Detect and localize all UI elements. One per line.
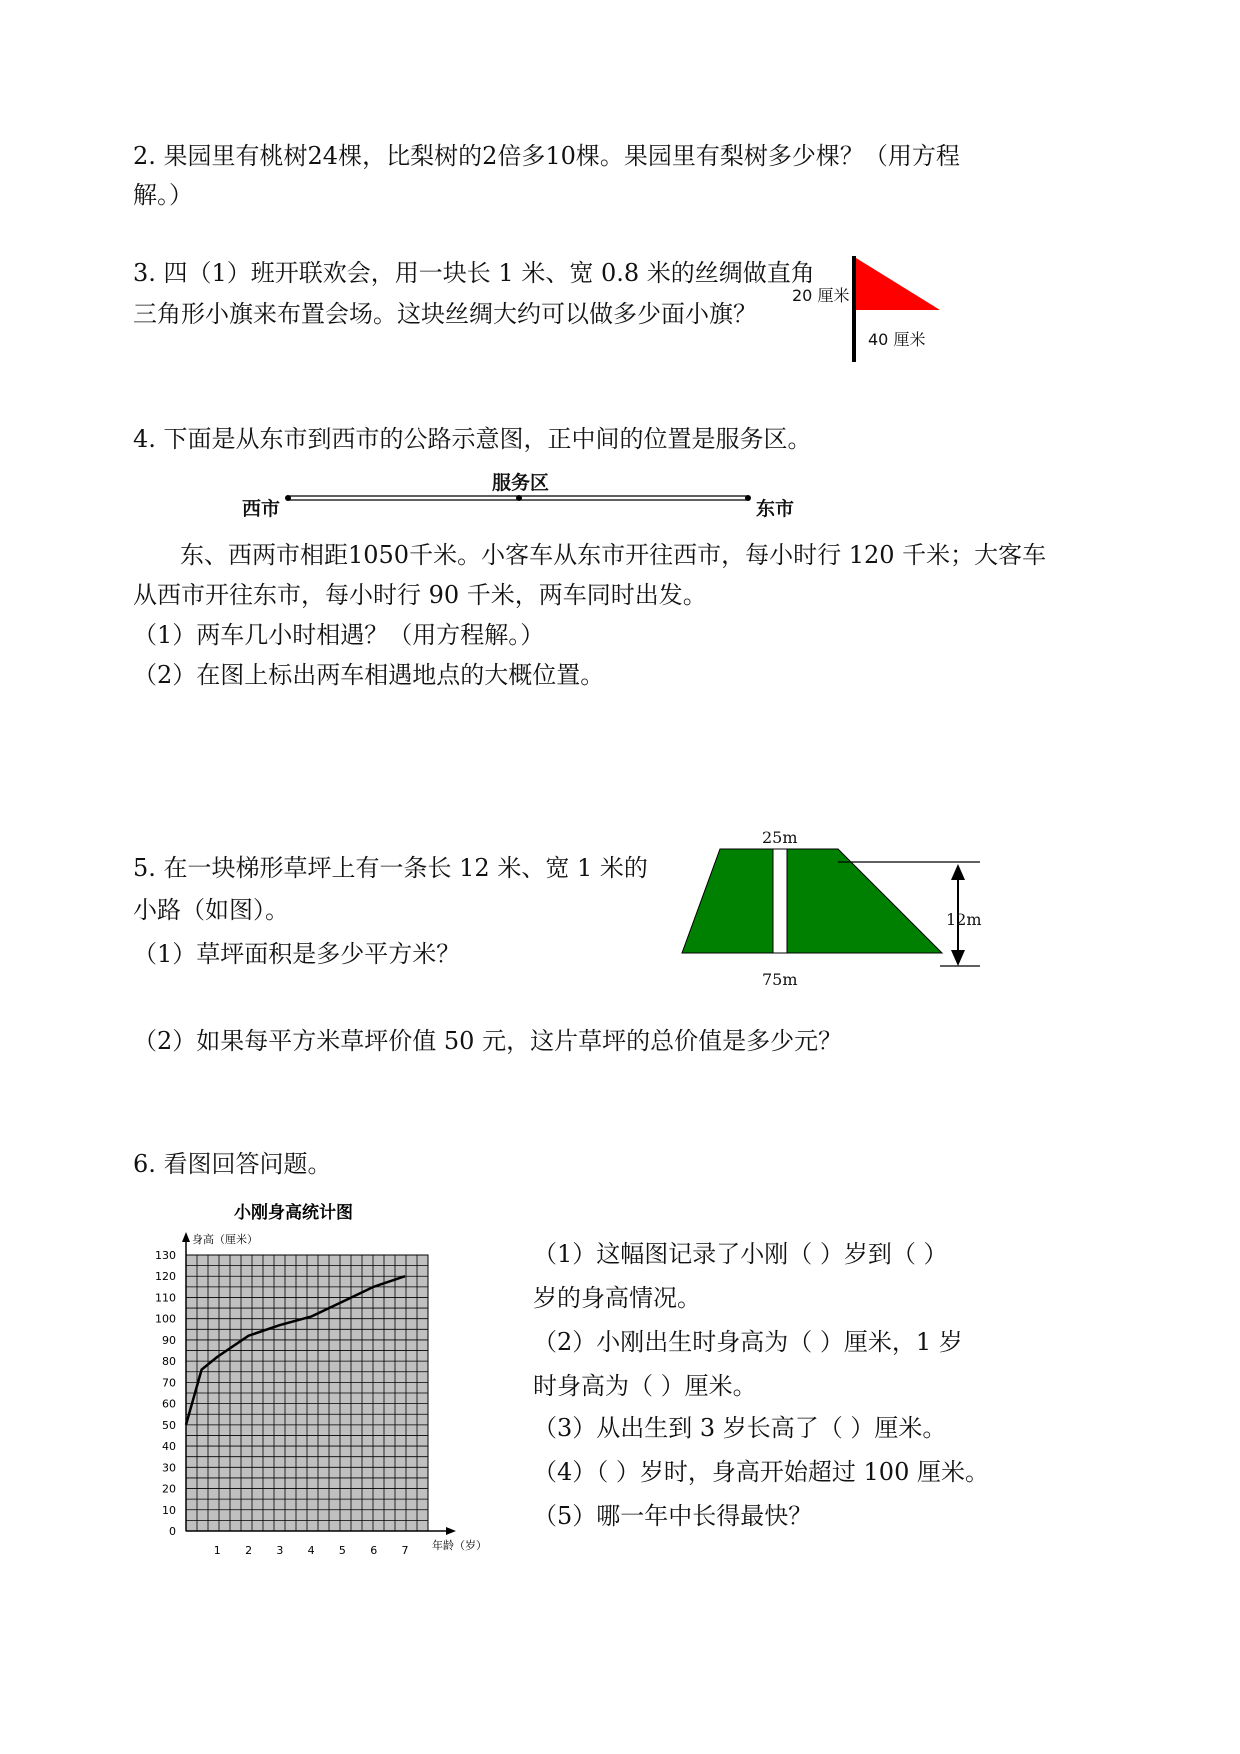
x-axis-label: 年龄（岁）: [432, 1539, 487, 1552]
q6-sub4: （4）（ ）岁时，身高开始超过 100 厘米。: [533, 1458, 989, 1486]
flag-base-label: 40 厘米: [868, 330, 926, 349]
q4-text-line1: 4. 下面是从东市到西市的公路示意图，正中间的位置是服务区。: [133, 425, 812, 453]
height-arrow-down: [951, 950, 965, 966]
trapezoid-bottom-label: 75m: [762, 970, 798, 989]
y-tick-label: 40: [162, 1440, 176, 1454]
flag-height-label: 20 厘米: [792, 286, 850, 305]
q6-sub5: （5）哪一年中长得最快？: [533, 1502, 813, 1530]
q6-sub1-line1: （1）这幅图记录了小刚（ ）岁到（ ）: [533, 1240, 948, 1268]
y-tick-label: 120: [155, 1270, 176, 1284]
chart-title: 小刚身高统计图: [234, 1203, 353, 1223]
q5-sub2: （2）如果每平方米草坪价值 50 元，这片草坪的总价值是多少元？: [133, 1027, 843, 1055]
west-city-label: 西市: [242, 498, 281, 520]
east-city-label: 东市: [756, 498, 795, 520]
q6-sub2-line1: （2）小刚出生时身高为（ ）厘米，1 岁: [533, 1328, 963, 1356]
x-axis-arrow: [446, 1527, 456, 1535]
q5-text-line1: 5. 在一块梯形草坪上有一条长 12 米、宽 1 米的: [133, 854, 648, 882]
q4-sub2: （2）在图上标出两车相遇地点的大概位置。: [133, 661, 605, 689]
x-tick-label: 5: [338, 1544, 346, 1557]
y-tick-label: 110: [155, 1291, 176, 1305]
y-axis-label: 身高（厘米）: [192, 1233, 258, 1246]
q3-text-line2: 三角形小旗来布置会场。这块丝绸大约可以做多少面小旗？: [133, 300, 757, 328]
y-tick-label: 0: [169, 1525, 176, 1538]
chart-series: [186, 1276, 405, 1425]
lawn-path: [773, 849, 787, 953]
y-tick-label: 60: [162, 1397, 176, 1411]
q3-text-line1: 3. 四（1）班开联欢会，用一块长 1 米、宽 0.8 米的丝绸做直角: [133, 259, 815, 287]
x-tick-label: 1: [213, 1544, 221, 1557]
chart-ticks: [155, 1249, 409, 1557]
q2-text-line1: 2. 果园里有桃树24棵，比梨树的2倍多10棵。果园里有梨树多少棵？（用方程: [133, 142, 960, 170]
y-tick-label: 80: [162, 1355, 176, 1369]
trapezoid-top-label: 25m: [762, 828, 798, 847]
chart-axes: [182, 1232, 456, 1535]
q4-paragraph-line1: 东、西两市相距1050千米。小客车从东市开往西市，每小时行 120 千米；大客车: [180, 541, 1047, 569]
q4-sub1: （1）两车几小时相遇？（用方程解。）: [133, 621, 545, 649]
q5-sub1: （1）草坪面积是多少平方米？: [133, 940, 461, 968]
q6-sub1-line2: 岁的身高情况。: [533, 1284, 701, 1312]
q6-sub3: （3）从出生到 3 岁长高了（ ）厘米。: [533, 1414, 947, 1442]
flag-triangle: [856, 258, 940, 310]
chart-grid: [186, 1255, 428, 1531]
y-tick-label: 50: [162, 1418, 176, 1432]
y-tick-label: 30: [162, 1461, 176, 1475]
height-arrow-up: [951, 864, 965, 880]
q4-paragraph-line2: 从西市开往东市，每小时行 90 千米，两车同时出发。: [133, 581, 707, 609]
x-tick-label: 4: [307, 1544, 315, 1557]
service-area-label: 服务区: [492, 472, 550, 494]
service-dot: [516, 495, 522, 501]
west-dot: [285, 495, 291, 501]
q5-text-line2: 小路（如图）。: [133, 896, 289, 924]
q2-text-line2: 解。）: [133, 181, 193, 209]
x-tick-label: 7: [401, 1544, 409, 1557]
trapezoid-lawn: [682, 849, 942, 953]
plot-background: [186, 1255, 428, 1531]
y-tick-label: 20: [162, 1482, 176, 1496]
y-tick-label: 90: [162, 1333, 176, 1347]
y-tick-label: 130: [155, 1249, 176, 1262]
x-tick-label: 6: [370, 1544, 378, 1557]
height-series-line: [186, 1276, 405, 1425]
y-tick-label: 70: [162, 1376, 176, 1390]
q6-text-line1: 6. 看图回答问题。: [133, 1150, 332, 1178]
q6-sub2-line2: 时身高为（ ）厘米。: [533, 1372, 757, 1400]
x-tick-label: 2: [245, 1544, 253, 1557]
x-tick-label: 3: [276, 1544, 284, 1557]
y-tick-label: 100: [155, 1312, 176, 1326]
y-axis-arrow: [182, 1232, 190, 1242]
trapezoid-height-label: 12m: [946, 910, 982, 929]
y-tick-label: 10: [162, 1503, 176, 1517]
east-dot: [745, 495, 751, 501]
